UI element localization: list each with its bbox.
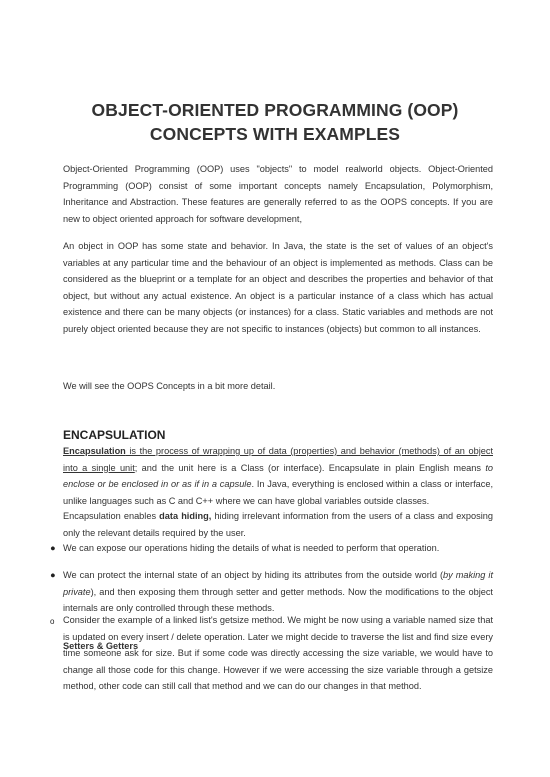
bullet-item-3: Consider the example of a linked list's getsize method. We might be now using a variable named size that is updated on every insert / delete operation. Later we might decide to traverse the list and find size every time someone ask for size. But if some code was directly accessing the size variable, we would have to change all those code for this change. However if we were accessing the size variable through a getsize method, other code can still call that method and we can do our changes in that method. [63, 615, 493, 692]
definition-tail: . In Java, everything is enclosed within a class or interface, unlike languages such as C and C++ where we can have global variables outside classes. [63, 479, 493, 506]
bullet2-italic: by making it private [63, 570, 493, 597]
see-more-paragraph: We will see the OOPS Concepts in a bit more detail. [63, 381, 276, 391]
definition-italic: to enclose or be enclosed in or as if in a capsule [63, 462, 493, 490]
definition-underlined-b: into a single unit [63, 462, 135, 473]
document-title [40, 98, 510, 146]
bullet-item-2 [63, 567, 493, 617]
title-line-2: CONCEPTS WITH EXAMPLES [149, 124, 401, 144]
bullet2-post: ), and then exposing them through setter and getter methods. Now the modifications to the object internals are only controlled through these methods. [63, 586, 493, 614]
bullet-item-1: We can expose our operations hiding the details of what is needed to perform that operation. [63, 543, 440, 553]
encapsulation-term: Encapsulation [63, 446, 126, 456]
bullet2-pre: We can protect the internal state of an object by hiding its attributes from the outside world ( [63, 570, 444, 580]
object-paragraph: An object in OOP has some state and behavior. In Java, the state is the set of values of an object's variables at any particular time and the behaviour of an object is implemented as methods. Class can be considered as the blueprint or a template for an object and describes the properties and behavior of that object, but without any actual existence. An object is a particular instance of a class which has actual existence and there can be many objects (or instances) for a class. Static variables and methods are not purely object oriented because they are not specific to instances (objects) but common to all instances. [63, 241, 493, 334]
data-hiding-bold: data hiding, [159, 511, 212, 521]
data-hiding-pre: Encapsulation enables [63, 511, 160, 521]
bullet-filled-icon: ● [50, 570, 56, 580]
encapsulation-heading: ENCAPSULATION [63, 428, 166, 442]
bullet-hollow-icon: o [50, 617, 55, 626]
data-hiding-post: hiding irrelevant information from the users of a class and exposing only the relevant details required by the user. [63, 511, 493, 538]
setters-getters-heading: Setters & Getters [63, 641, 139, 651]
intro-paragraph: Object-Oriented Programming (OOP) uses "objects" to model realworld objects. Object-Oriented Programming (OOP) consist of some important concepts namely Encapsulation, Polymorphism, Inheritance and Abstraction. These features are generally referred to as the OOPS concepts. If you are new to object oriented approach for software development, [63, 164, 493, 224]
bullet-filled-icon: ● [50, 543, 56, 553]
definition-rest: ; and the unit here is a Class (or interface). Encapsulate in plain English means [134, 462, 486, 473]
encapsulation-definition [63, 443, 493, 509]
data-hiding-paragraph [63, 508, 493, 541]
definition-underlined-a: is the process of wrapping up of data (properties) and behavior (methods) of an object [125, 446, 493, 456]
title-line-1: OBJECT-ORIENTED PROGRAMMING (OOP) [91, 100, 459, 120]
